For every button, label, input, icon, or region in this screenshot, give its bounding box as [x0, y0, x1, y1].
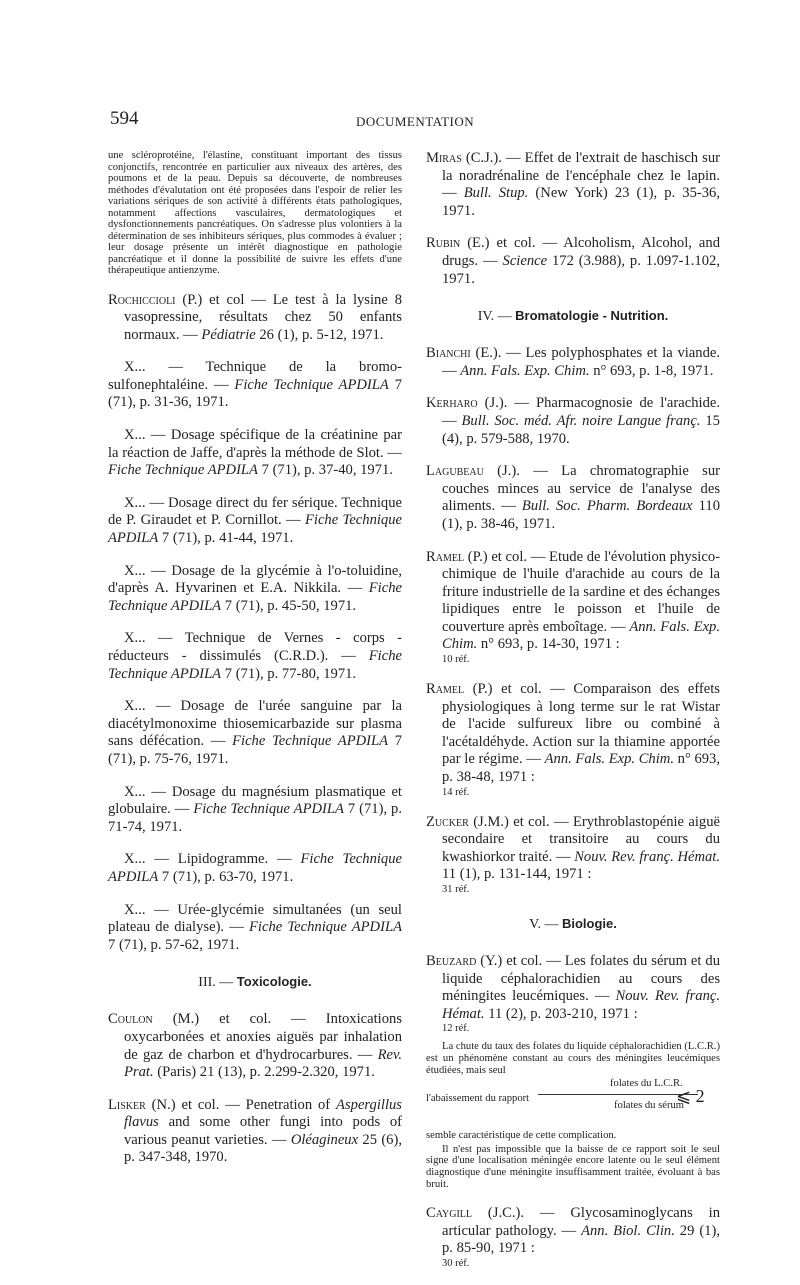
ref-author: Coulon	[108, 1011, 153, 1028]
left-column	[108, 150, 402, 1182]
formula-relation: ⩽ 2	[676, 1086, 705, 1107]
reference-entry: X... — Urée-glycémie simultanées (un seul plateau de dialyse). — Fiche Technique APDILA 7 (71), p. 57-62, 1971.	[108, 901, 402, 953]
reference-entry: X... — Dosage de la glycémie à l'o-toluidine, d'après A. Hyvarinen et E.A. Nikkila. — Fiche Technique APDILA 7 (71), p. 45-50, 1971.	[108, 562, 402, 614]
reference-entry: Rubin (E.) et col. — Alcoholism, Alcohol, and drugs. — Science 172 (3.988), p. 1.097-1.102, 1971.	[426, 235, 720, 287]
section-heading-toxicologie: III. — Toxicologie.	[198, 974, 312, 991]
ref-author: Zucker	[426, 813, 469, 830]
ref-author: X...	[124, 851, 146, 868]
reference-entry: Ramel (P.) et col. — Comparaison des effets physiologiques à long terme sur le rat Wistar de l'acide sulfureux libre ou combiné à l'acétaldéhyde. Action sur la thiamine apportée par le régime. — Ann. Fals. Exp. Chim. n° 693, p. 38-48, 1971 : 14 réf.	[426, 681, 720, 798]
intro-abstract: une scléroprotéine, l'élastine, constituant important des tissus conjonctifs, rencontrée en particulier aux niveaux des artères, des poumons et de la peau. Depuis sa découverte, de nombreuses méthodes d'évalutation ont été proposées dans l'espoir de relier les variations sériques de son activité à différents états pathologiques, notamment affections vasculaires, dermatologiques et dysfonctionnements pancréatiques. On s'adresse plus volontiers à la détermination de ses inhibiteurs sériques, plus commodes à évaluer ; leur dosage présente un intérêt diagnostique en pathologie pancréatique et il donne la possibilité de suivre les effets d'une thérapeutique antienzyme.	[108, 150, 402, 276]
reference-entry: Lisker (N.) et col. — Penetration of Aspergillus flavus and some other fungi into pods of various peanut varieties. — Oléagineux 25 (6), p. 347-348, 1970.	[108, 1096, 402, 1166]
fraction-bar	[538, 1094, 698, 1095]
running-head: DOCUMENTATION	[356, 114, 475, 129]
reference-entry: Coulon (M.) et col. — Intoxications oxycarbonées et anoxies aiguës par inhalation de gaz de charbon et d'hydrocarbures. — Rev. Prat. (Paris) 21 (13), p. 2.299-2.320, 1971.	[108, 1011, 402, 1081]
formula-numerator: folates du L.C.R.	[610, 1078, 683, 1090]
reference-entry: X... — Technique de Vernes - corps - réducteurs - dissimulés (C.R.D.). — Fiche Technique APDILA 7 (71), p. 77-80, 1971.	[108, 630, 402, 682]
formula-denominator: folates du sérum	[614, 1100, 685, 1112]
formula-lead: l'abaissement du rapport	[426, 1093, 530, 1105]
abstract-paragraph: Il n'est pas impossible que la baisse de ce rapport soit le seul signe d'une localisation méningée encore latente ou le seul élément diagnostique d'une méningite insuffisamment traitée, évoluant à bas bruit.	[426, 1143, 720, 1190]
reference-entry: X... — Lipidogramme. — Fiche Technique APDILA 7 (71), p. 63-70, 1971.	[108, 851, 402, 885]
ref-author: X...	[124, 494, 146, 511]
reference-entry: Kerharo (J.). — Pharmacognosie de l'arachide. — Bull. Soc. méd. Afr. noire Langue franç. 15 (4), p. 579-588, 1970.	[426, 395, 720, 447]
ref-author: Lisker	[108, 1096, 146, 1113]
reference-entry: Caygill (J.C.). — Glycosaminoglycans in articular pathology. — Ann. Biol. Clin. 29 (1), p. 85-90, 1971 : 30 réf.	[426, 1205, 720, 1269]
reference-count: 10 réf.	[442, 654, 470, 666]
ref-author: X...	[124, 562, 146, 579]
section-heading-biologie: V. — Biologie.	[529, 916, 617, 932]
ratio-formula	[426, 1078, 720, 1128]
ref-author: Ramel	[426, 548, 465, 565]
ref-author: Kerharo	[426, 395, 478, 412]
reference-entry: X... — Technique de la bromo-sulfonephtaléine. — Fiche Technique APDILA 7 (71), p. 31-36, 1971.	[108, 359, 402, 411]
reference-entry: Lagubeau (J.). — La chromatographie sur couches minces au service de l'analyse des aliments. — Bull. Soc. Pharm. Bordeaux 110 (1), p. 38-46, 1971.	[426, 463, 720, 532]
ref-author: X...	[124, 901, 146, 918]
right-column	[426, 150, 720, 1285]
reference-entry: X... — Dosage de l'urée sanguine par la diacétylmonoxime thiosemicarbazide sur plasma sans défécation. — Fiche Technique APDILA 7 (71), p. 75-76, 1971.	[108, 698, 403, 767]
reference-entry: X... — Dosage du magnésium plasmatique et globulaire. — Fiche Technique APDILA 7 (71), p. 71-74, 1971.	[108, 783, 402, 835]
abstract-paragraph: La chute du taux des folates du liquide céphalorachidien (L.C.R.) est un phénomène constant au cours des méningites leucémiques étudiées, mais seul	[426, 1041, 720, 1076]
reference-count: 14 réf.	[442, 786, 470, 798]
ref-author: X...	[124, 630, 146, 647]
ref-author: Rubin	[426, 235, 461, 252]
page-number: 594	[110, 108, 139, 129]
ref-author: Miras	[426, 150, 462, 166]
reference-entry: Miras (C.J.). — Effet de l'extrait de haschisch sur la noradrénaline de l'encéphale chez le lapin. — Bull. Stup. (New York) 23 (1), p. 35-36, 1971.	[426, 150, 721, 219]
reference-entry: Ramel (P.) et col. — Etude de l'évolution physico-chimique de l'huile d'arachide au cours de la friture industrielle de la sardine et des échanges lipidiques entre le poisson et l'huile de couverture après emboîtage. — Ann. Fals. Exp. Chim. n° 693, p. 14-30, 1971 : 10 réf.	[426, 548, 720, 666]
reference-count: 30 réf.	[442, 1257, 470, 1269]
ref-author: X...	[124, 783, 146, 800]
reference-entry: X... — Dosage direct du fer sérique. Technique de P. Giraudet et P. Cornillot. — Fiche Technique APDILA 7 (71), p. 41-44, 1971.	[108, 494, 402, 547]
ref-author: Lagubeau	[426, 463, 484, 480]
reference-entry: Rochiccioli (P.) et col — Le test à la lysine 8 vasopressine, résultats chez 50 enfants normaux. — Pédiatrie 26 (1), p. 5-12, 1971.	[108, 291, 402, 343]
ref-author: X...	[124, 359, 146, 376]
ref-author: X...	[124, 698, 146, 715]
ref-author: Bianchi	[426, 345, 471, 362]
reference-count: 31 réf.	[442, 884, 470, 895]
ref-author: Ramel	[426, 681, 465, 698]
ref-author: Caygill	[426, 1205, 473, 1222]
reference-entry: Zucker (J.M.) et col. — Erythroblastopénie aiguë secondaire et transitoire au cours du kwashiorkor traité. — Nouv. Rev. franç. Hémat. 11 (1), p. 131-144, 1971 : 31 réf.	[426, 813, 721, 895]
reference-entry: X... — Dosage spécifique de la créatinine par la réaction de Jaffe, d'après la méthode de Slot. — Fiche Technique APDILA 7 (71), p. 37-40, 1971.	[108, 427, 402, 479]
reference-count: 12 réf.	[442, 1023, 470, 1035]
reference-entry: Bianchi (E.). — Les polyphosphates et la viande. — Ann. Fals. Exp. Chim. n° 693, p. 1-8, 1971.	[426, 345, 720, 379]
abstract-paragraph: semble caractéristique de cette complication.	[426, 1130, 617, 1142]
ref-author: Rochiccioli	[108, 291, 176, 308]
reference-entry: Beuzard (Y.) et col. — Les folates du sérum et du liquide céphalorachidien au cours des méningites leucémiques. — Nouv. Rev. franç. Hémat. 11 (2), p. 203-210, 1971 : 12 réf.	[426, 953, 720, 1035]
ref-author: Beuzard	[426, 953, 477, 969]
ref-author: X...	[124, 427, 146, 444]
section-heading-bromatologie: IV. — Bromatologie - Nutrition.	[477, 308, 669, 325]
